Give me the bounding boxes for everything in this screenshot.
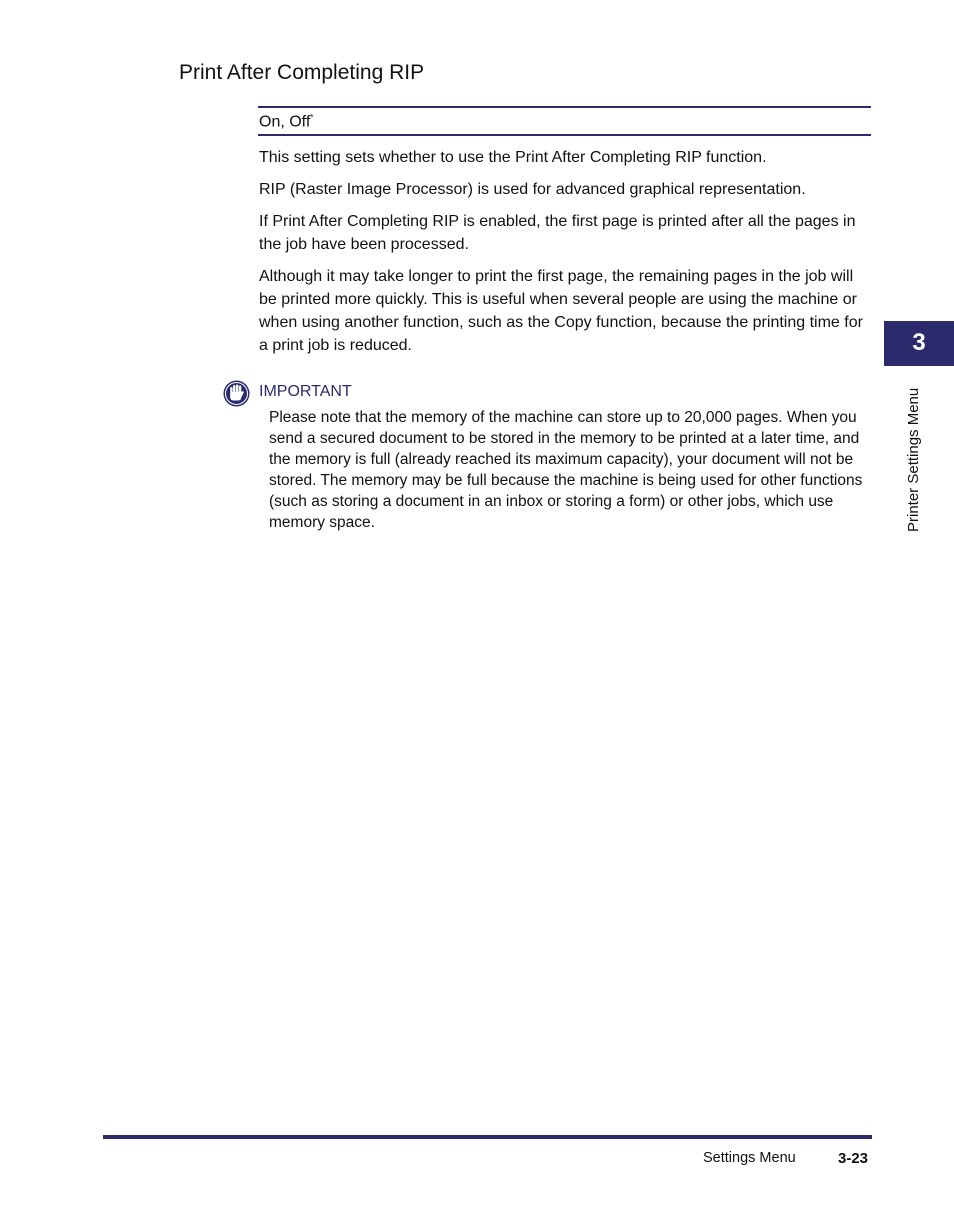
footer-section-name: Settings Menu bbox=[703, 1150, 796, 1166]
description-paragraph: Although it may take longer to print the first page, the remaining pages in the job will be printed more quickly. This is useful when several people are using the machine or when using another function, such as the Copy function, because the printing time for a print job is reduced. bbox=[259, 268, 863, 354]
default-mark: * bbox=[310, 113, 314, 122]
chapter-name: Printer Settings Menu bbox=[905, 387, 922, 532]
section-title: Print After Completing RIP bbox=[179, 61, 425, 84]
footer-divider bbox=[103, 1135, 872, 1139]
stop-hand-icon bbox=[223, 380, 250, 407]
description-paragraph: This setting sets whether to use the Print After Completing RIP function. bbox=[259, 149, 767, 166]
setting-options bbox=[259, 113, 313, 131]
description-paragraph: RIP (Raster Image Processor) is used for advanced graphical representation. bbox=[259, 181, 806, 198]
important-label: IMPORTANT bbox=[259, 383, 352, 400]
setting-options-text: On, Off bbox=[259, 113, 311, 131]
setting-options-box bbox=[258, 106, 871, 136]
chapter-number: 3 bbox=[912, 329, 926, 356]
page-number: 3-23 bbox=[838, 1150, 869, 1167]
chapter-tab bbox=[884, 321, 954, 366]
description-body bbox=[259, 146, 871, 366]
description-paragraph: If Print After Completing RIP is enabled, the first page is printed after all the pages in the job have been processed. bbox=[259, 213, 856, 253]
important-text: Please note that the memory of the machine can store up to 20,000 pages. When you send a secured document to be stored in the memory to be printed at a later time, and the memory is full (already reached its maximum capacity), your document will not be stored. The memory may be full because the machine is being used for other functions (such as storing a document in an inbox or storing a form) or other jobs, which use memory space. bbox=[269, 409, 863, 531]
